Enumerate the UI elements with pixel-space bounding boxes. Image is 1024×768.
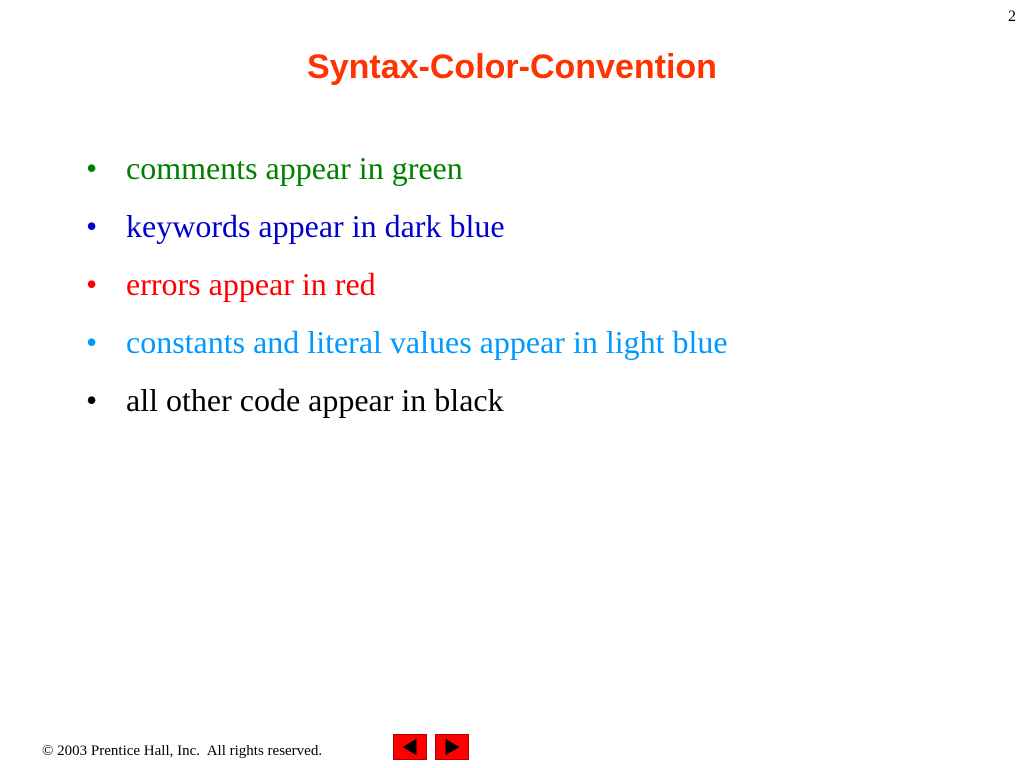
arrow-right-icon [436, 735, 468, 759]
bullet-icon: • [86, 266, 98, 302]
next-slide-button[interactable] [435, 734, 469, 760]
page-number: 2 [1008, 8, 1016, 25]
bullet-text: comments appear in green [126, 150, 463, 186]
bullet-item-errors [86, 262, 728, 320]
previous-slide-button[interactable] [393, 734, 427, 760]
bullet-item-other-code [86, 378, 728, 436]
slide-title: Syntax-Color-Convention [307, 48, 717, 86]
copyright-footer [42, 743, 322, 760]
bullet-text: errors appear in red [126, 266, 376, 302]
bullet-item-constants [86, 320, 728, 378]
bullet-icon: • [86, 208, 98, 244]
bullet-text: constants and literal values appear in light blue [126, 324, 728, 360]
bullet-item-keywords [86, 204, 728, 262]
copyright-icon: © [42, 743, 54, 759]
copyright-text: 2003 Prentice Hall, Inc. All rights reserved. [53, 743, 323, 759]
bullet-icon: • [86, 150, 98, 186]
bullet-item-comments [86, 146, 728, 204]
bullet-text: all other code appear in black [126, 382, 504, 418]
bullet-icon: • [86, 382, 98, 418]
bullet-list [86, 146, 728, 436]
bullet-icon: • [86, 324, 98, 360]
bullet-text: keywords appear in dark blue [126, 208, 505, 244]
arrow-left-icon [394, 735, 426, 759]
